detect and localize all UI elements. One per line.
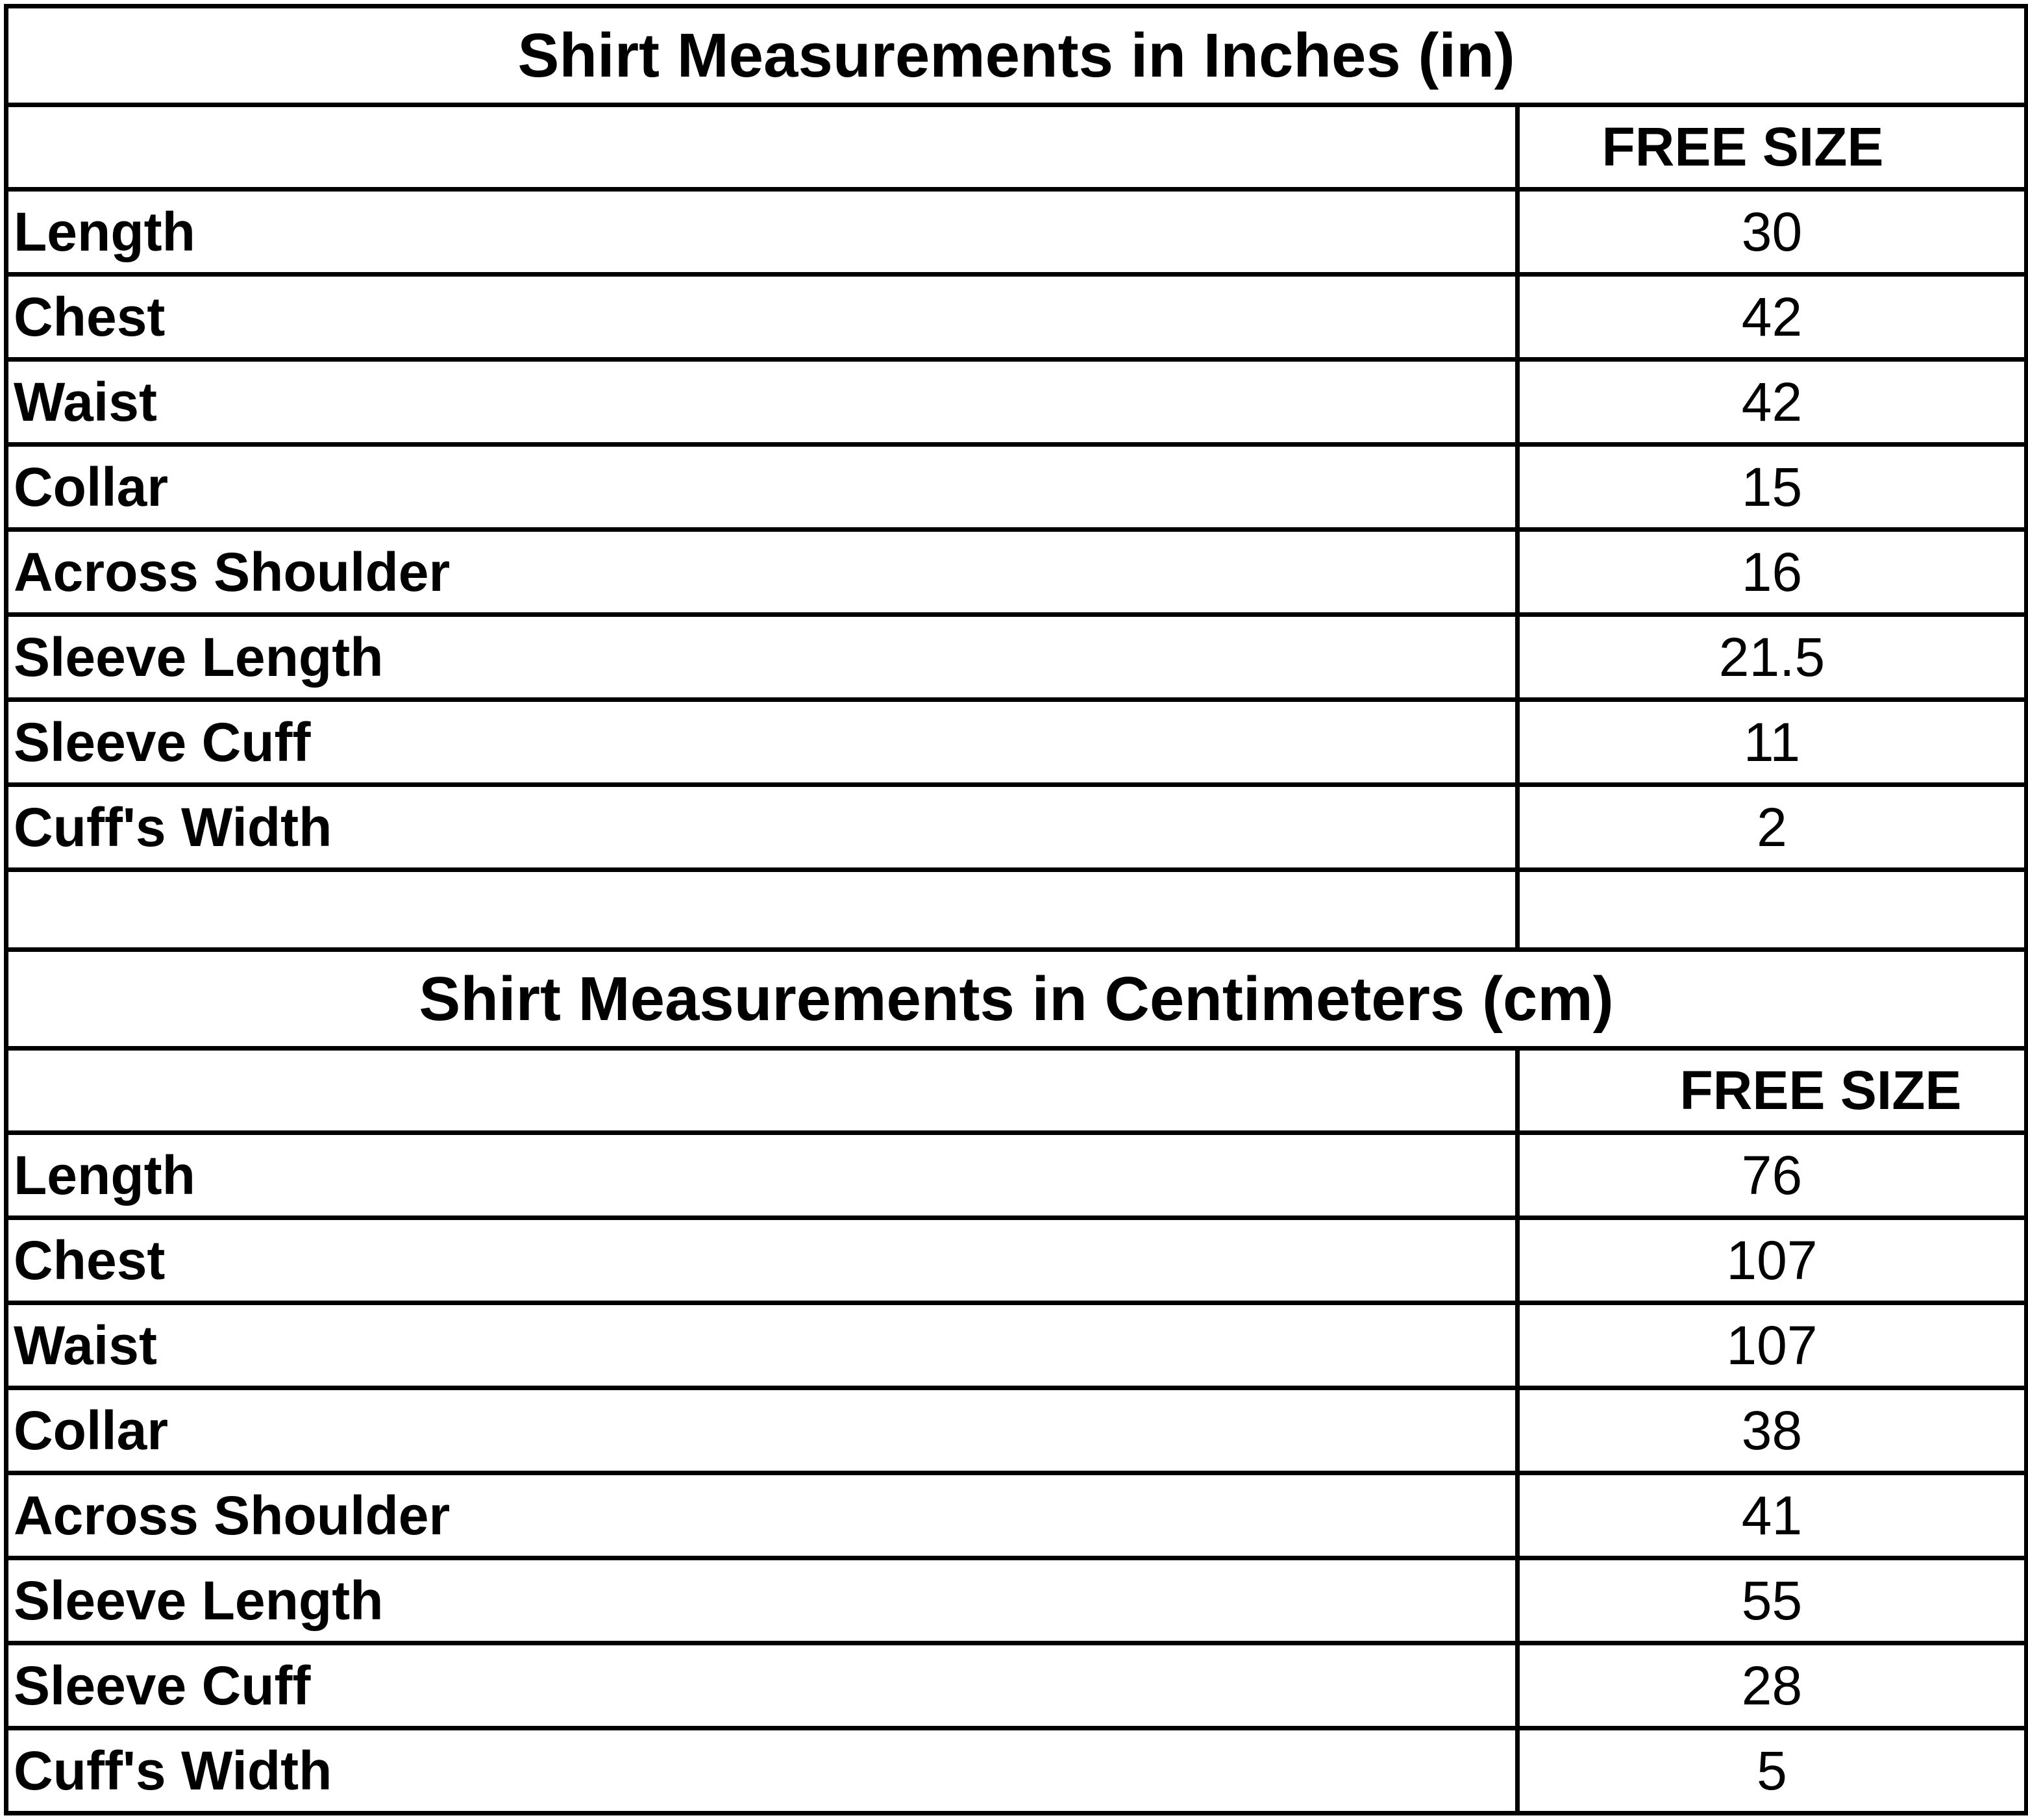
table-row	[6, 1473, 2027, 1558]
measurement-value: 15	[1518, 445, 2027, 530]
table-row	[6, 1303, 2027, 1388]
measurement-label: Cuff's Width	[6, 785, 1518, 870]
measurement-value: 5	[1518, 1728, 2027, 1814]
inches-header-blank	[6, 105, 1518, 190]
measurement-label: Across Shoulder	[6, 530, 1518, 615]
measurement-value: 11	[1518, 700, 2027, 785]
table-row	[6, 190, 2027, 275]
measurement-label: Sleeve Length	[6, 1558, 1518, 1643]
inches-table-title: Shirt Measurements in Inches (in)	[6, 6, 2027, 105]
measurement-value: 28	[1518, 1643, 2027, 1728]
measurement-value: 76	[1518, 1133, 2027, 1218]
measurement-label: Waist	[6, 1303, 1518, 1388]
measurement-label: Sleeve Length	[6, 615, 1518, 700]
measurement-label: Across Shoulder	[6, 1473, 1518, 1558]
table-row	[6, 1558, 2027, 1643]
table-row	[6, 700, 2027, 785]
spacer-row	[6, 870, 2027, 950]
inches-size-header	[1518, 105, 2027, 190]
table-row	[6, 785, 2027, 870]
measurement-value: 55	[1518, 1558, 2027, 1643]
measurement-label: Sleeve Cuff	[6, 1643, 1518, 1728]
measurement-value: 42	[1518, 275, 2027, 360]
measurement-value: 16	[1518, 530, 2027, 615]
measurement-value: 42	[1518, 360, 2027, 445]
measurement-label: Collar	[6, 1388, 1518, 1473]
cm-header-blank	[6, 1049, 1518, 1133]
measurement-value: 107	[1518, 1218, 2027, 1303]
measurement-value: 38	[1518, 1388, 2027, 1473]
measurement-value: 30	[1518, 190, 2027, 275]
measurement-label: Waist	[6, 360, 1518, 445]
table-row	[6, 1388, 2027, 1473]
measurement-label: Collar	[6, 445, 1518, 530]
inches-size-header-text: FREE SIZE	[1601, 116, 1884, 177]
cm-size-header	[1518, 1049, 2027, 1133]
table-row	[6, 1218, 2027, 1303]
cm-title-row	[6, 950, 2027, 1049]
measurement-value: 107	[1518, 1303, 2027, 1388]
spacer-cell	[6, 870, 1518, 950]
measurement-label: Sleeve Cuff	[6, 700, 1518, 785]
table-row	[6, 445, 2027, 530]
table-row	[6, 1133, 2027, 1218]
measurement-value: 21.5	[1518, 615, 2027, 700]
measurement-label: Chest	[6, 275, 1518, 360]
table-row	[6, 275, 2027, 360]
cm-header-row	[6, 1049, 2027, 1133]
measurement-label: Cuff's Width	[6, 1728, 1518, 1814]
size-chart	[4, 4, 2024, 1816]
inches-header-row	[6, 105, 2027, 190]
measurement-label: Length	[6, 1133, 1518, 1218]
cm-size-header-text: FREE SIZE	[1679, 1060, 1962, 1121]
table-row	[6, 530, 2027, 615]
measurement-label: Chest	[6, 1218, 1518, 1303]
measurement-label: Length	[6, 190, 1518, 275]
cm-table-title: Shirt Measurements in Centimeters (cm)	[6, 950, 2027, 1049]
size-chart-table	[4, 4, 2028, 1815]
table-row	[6, 615, 2027, 700]
measurement-value: 41	[1518, 1473, 2027, 1558]
spacer-cell	[1518, 870, 2027, 950]
table-row	[6, 360, 2027, 445]
table-row	[6, 1643, 2027, 1728]
measurement-value: 2	[1518, 785, 2027, 870]
inches-title-row	[6, 6, 2027, 105]
table-row	[6, 1728, 2027, 1814]
